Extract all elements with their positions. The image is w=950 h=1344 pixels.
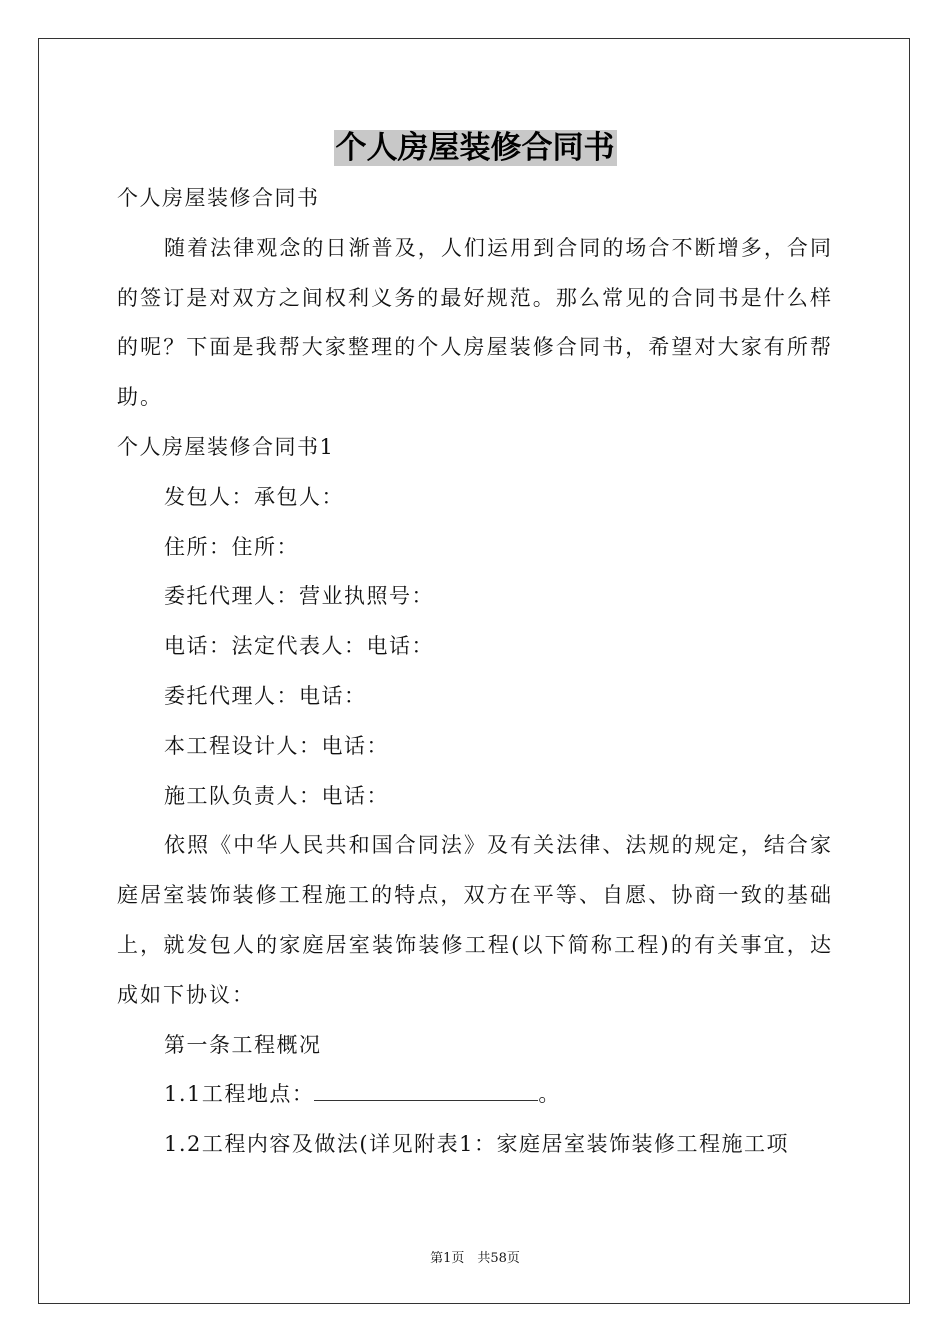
item-1-1-end: 。 xyxy=(538,1082,561,1107)
basis-paragraph: 依照《中华人民共和国合同法》及有关法律、法规的规定，结合家庭居室装饰装修工程施工的特点，双方在平等、自愿、协商一致的基础上，就发包人的家庭居室装饰装修工程(以下简称工程)的有关事宜，达成如下协议： xyxy=(117,833,833,1007)
field-phone-representative: 电话：法定代表人：电话： xyxy=(164,634,434,659)
field-agent-phone: 委托代理人：电话： xyxy=(164,683,367,708)
field-address: 住所：住所： xyxy=(164,534,299,559)
item-1-2: 1.2工程内容及做法(详见附表1：家庭居室装饰装修工程施工项 xyxy=(164,1132,789,1157)
subtitle: 个人房屋装修合同书 xyxy=(117,186,320,210)
page-footer: 第1页 共58页 xyxy=(430,1251,520,1266)
field-agent-license: 委托代理人：营业执照号： xyxy=(164,584,434,609)
field-team-leader-phone: 施工队负责人：电话： xyxy=(164,783,389,808)
article-1-heading: 第一条工程概况 xyxy=(164,1032,322,1057)
document-title xyxy=(0,128,950,168)
item-1-1-label: 1.1工程地点： xyxy=(164,1082,315,1107)
item-1-1 xyxy=(117,1070,833,1120)
section-heading: 个人房屋装修合同书1 xyxy=(117,434,335,459)
document-title-text: 个人房屋装修合同书 xyxy=(335,130,615,166)
document-body xyxy=(117,174,833,1170)
field-parties: 发包人：承包人： xyxy=(164,484,344,509)
blank-line xyxy=(314,1084,538,1101)
intro-paragraph: 随着法律观念的日渐普及，人们运用到合同的场合不断增多，合同的签订是对双方之间权利义务的最好规范。那么常见的合同书是什么样的呢？下面是我帮大家整理的个人房屋装修合同书，希望对大家有所帮助。 xyxy=(117,235,833,410)
field-designer-phone: 本工程设计人：电话： xyxy=(164,733,389,758)
